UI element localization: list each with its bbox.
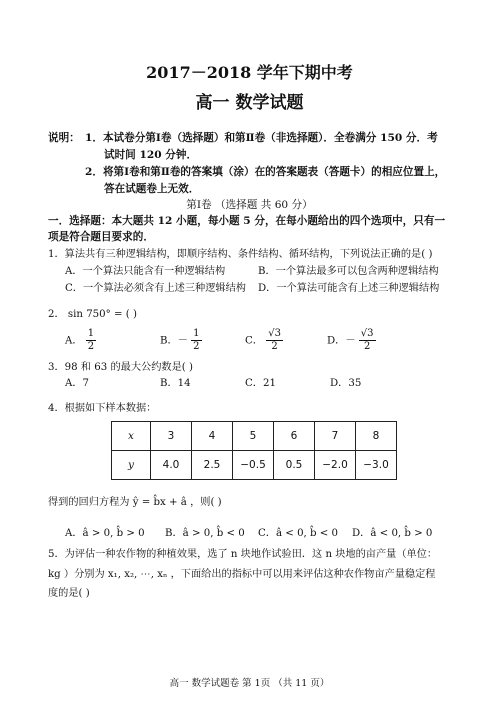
question-1-option-c: C．一个算法必须含有上述三种逻辑结构 [65, 283, 246, 294]
page-footer: 高一 数学试题卷 第 1页 （共 11 页） [169, 678, 330, 689]
table-row-y [112, 451, 397, 480]
question-3-stem: 3．98 和 63 的最大公约数是( ) [48, 362, 193, 373]
question-5-line-1: 5．为评估一种农作物的种植效果，选了 n 块地作试验田．这 n 块地的亩产量（单位： [48, 549, 438, 560]
instruction-1-line-2: 试时间 120 分钟． [104, 149, 198, 161]
table-cell: 5 [233, 422, 274, 451]
table-header-x: x [112, 422, 151, 451]
question-3-option-d: D．35 [330, 378, 362, 389]
table-cell: −2.0 [315, 451, 356, 480]
question-4-option-d: D．â < 0, b̂ > 0 [352, 528, 433, 539]
question-2-option-a [65, 328, 96, 353]
table-cell: 4 [192, 422, 233, 451]
table-header-y: y [112, 451, 151, 480]
exam-title: 2017－2018 学年下期中考 [146, 63, 353, 82]
table-cell: 2.5 [192, 451, 233, 480]
option-d-numerator: √3 [360, 328, 374, 339]
table-cell: 7 [315, 422, 356, 451]
option-d-denominator: 2 [363, 341, 371, 352]
question-4-option-c: C．â < 0, b̂ < 0 [258, 528, 339, 539]
instruction-2-line-2: 答在试题卷上无效． [104, 183, 200, 195]
section-1-intro-line-2: 项是符合题目要求的． [48, 231, 154, 243]
table-cell: −0.5 [233, 451, 274, 480]
question-3-option-c: C．21 [245, 378, 276, 389]
question-4-option-b: B．â > 0, b̂ < 0 [165, 528, 245, 539]
question-2-option-c [245, 328, 283, 353]
table-cell: 6 [274, 422, 315, 451]
table-row-x [112, 422, 397, 451]
option-a-denominator: 2 [87, 341, 95, 352]
instruction-2-line-1: 2．将第Ⅰ卷和第Ⅱ卷的答案填（涂）在的答案题表（答题卡）的相应位置上， [85, 166, 446, 178]
instructions-label: 说明： [48, 132, 80, 144]
table-cell: −3.0 [356, 451, 397, 480]
option-a-label: A． [65, 335, 83, 347]
table-cell: 8 [356, 422, 397, 451]
instruction-1-line-1: 1．本试卷分第Ⅰ卷（选择题）和第Ⅱ卷（非选择题）．全卷满分 150 分．考 [85, 132, 438, 144]
question-2-option-d [327, 328, 376, 353]
table-cell: 4.0 [151, 451, 192, 480]
question-5-line-2: kg ）分别为 x₁, x₂, ⋯, xₙ ，下面给出的指标中可以用来评估这种农作物亩产量稳定程 [48, 569, 436, 580]
question-2-stem: 2． sin 750° = ( ) [48, 309, 137, 320]
section-1-intro-line-1: 一．选择题：本大题共 12 小题，每小题 5 分，在每小题给出的四个选项中，只有一 [48, 215, 446, 227]
option-c-denominator: 2 [271, 341, 278, 352]
question-2-option-b [160, 328, 202, 353]
option-d-fraction [359, 328, 376, 353]
option-b-label: B．－ [160, 335, 188, 347]
option-c-numerator: √3 [268, 328, 281, 339]
option-c-label: C． [245, 335, 263, 347]
option-a-fraction [86, 328, 96, 353]
question-4-stem: 4．根据如下样本数据： [48, 403, 157, 414]
question-1-option-b: B．一个算法最多可以包含两种逻辑结构 [258, 266, 439, 277]
sample-data-table [111, 421, 397, 480]
question-5-line-3: 度的是( ) [48, 588, 90, 599]
question-4-option-a: A．â > 0, b̂ > 0 [65, 528, 145, 539]
option-b-denominator: 2 [193, 341, 200, 352]
question-1-option-a: A．一个算法只能含有一种逻辑结构 [65, 266, 226, 277]
option-b-fraction [191, 328, 201, 353]
table-cell: 0.5 [274, 451, 315, 480]
table-cell: 3 [151, 422, 192, 451]
question-1-option-d: D．一个算法可能含有上述三种逻辑结构 [258, 283, 440, 294]
option-a-numerator: 1 [87, 328, 95, 339]
question-1-stem: 1．算法共有三种逻辑结构，即顺序结构、条件结构、循环结构，下列说法正确的是( ) [48, 249, 433, 260]
question-3-option-a: A．7 [65, 378, 90, 389]
question-4-regression-text: 得到的回归方程为 ŷ = b̂x + â ，则( ) [48, 497, 222, 508]
exam-subtitle: 高一 数学试题 [195, 93, 304, 113]
option-d-label: D．－ [327, 335, 356, 347]
option-b-numerator: 1 [193, 328, 200, 339]
question-3-option-b: B．14 [160, 378, 191, 389]
option-c-fraction [266, 328, 283, 353]
section-1-heading: 第Ⅰ卷 （选择题 共 60 分） [186, 199, 313, 211]
